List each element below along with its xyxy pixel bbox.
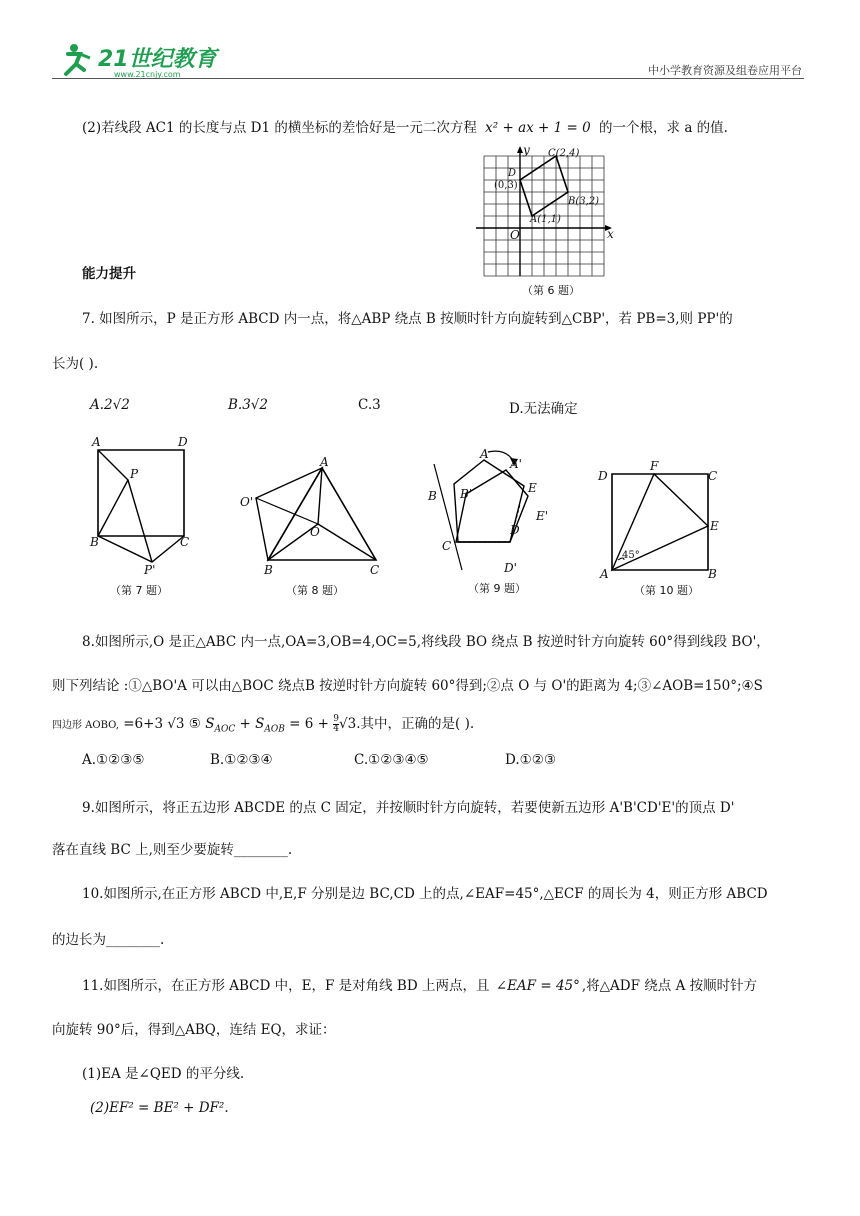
fig6-x-label: x (607, 227, 614, 241)
fig6-origin-label: O (510, 228, 520, 242)
svg-text:O': O' (240, 495, 254, 509)
svg-text:A: A (320, 455, 329, 469)
logo-url: www.21cnjy.com (114, 70, 181, 79)
svg-text:E: E (710, 519, 719, 533)
q11-line1: 11.如图所示，在正方形 ABCD 中，E，F 是对角线 BD 上两点，且 ∠EAF = 45° ,将△ADF 绕点 A 按顺时针方 (82, 978, 758, 994)
runner-logo-icon (62, 40, 232, 80)
q6-part2-suffix: 的一个根，求 a 的值. (599, 120, 728, 136)
figure-8 (236, 452, 386, 600)
q6-equation: x² + ax + 1 = 0 (485, 120, 591, 136)
fig9-caption: （第 9 题） (468, 582, 526, 595)
svg-text:C: C (708, 469, 718, 483)
fig6-b-label: B(3,2) (568, 196, 600, 207)
q8-line1: 8.如图所示,O 是正△ABC 内一点,OA=3,OB=4,OC=5,将线段 BO 绕点 B 按逆时针方向旋转 60°得到线段 BO'， (82, 634, 770, 650)
svg-text:A: A (480, 447, 489, 461)
svg-text:A': A' (510, 457, 522, 471)
figure-6 (476, 140, 616, 302)
svg-text:A: A (600, 567, 609, 581)
q8-line2: 则下列结论 :①△BO'A 可以由△BOC 绕点B 按逆时针方向旋转 60°得到;②点 O 与 O'的距离为 4;③∠AOB=150°;④S (52, 678, 763, 694)
fig7-caption: （第 7 题） (110, 584, 168, 597)
svg-text:B: B (90, 535, 99, 549)
svg-text:B: B (708, 567, 717, 581)
q7-option-d: D.无法确定 (509, 401, 578, 417)
fig10-caption: （第 10 题） (634, 584, 699, 597)
fig6-a-label: A(1,1) (530, 214, 561, 225)
fig8-caption: （第 8 题） (286, 584, 344, 597)
q8-option-c: C.①②③④⑤ (354, 752, 429, 768)
header-logo (62, 40, 232, 80)
svg-text:B: B (428, 489, 437, 503)
q8-option-d: D.①②③ (505, 752, 556, 768)
svg-text:D: D (178, 435, 188, 449)
q8-line3: 四边形 AOBO, =6+3 √3 ⑤ $S_{AOC} + S_{AOB} = 6$ + $\frac{9}{4}$ √3.其中，正确的是( ). (52, 714, 475, 735)
figure-9 (424, 446, 564, 600)
svg-text:F: F (650, 459, 659, 473)
q7-line1: 7. 如图所示，P 是正方形 ABCD 内一点，将△ABP 绕点 B 按顺时针方向旋转到△CBP'，若 PB=3,则 PP'的 (82, 311, 733, 327)
q7-option-c: C.3 (358, 397, 381, 413)
svg-text:O: O (310, 525, 320, 539)
q6-part2-prefix: (2)若线段 AC1 的长度与点 D1 的横坐标的差恰好是一元二次方程 (82, 120, 477, 136)
svg-text:P': P' (144, 563, 156, 577)
svg-text:P: P (130, 467, 139, 481)
svg-text:C: C (180, 535, 190, 549)
svg-text:B': B' (460, 487, 473, 501)
svg-text:E: E (528, 481, 537, 495)
q8-quad-subscript: 四边形 AOBO, (52, 720, 119, 731)
fig6-y-label: y (523, 143, 530, 157)
q7-option-b: B.3√2 (228, 397, 268, 413)
fig6-d-label: D (508, 168, 517, 179)
figure-10 (596, 456, 726, 600)
fig6-c-label: C(2,4) (548, 148, 580, 159)
header-rule (52, 78, 804, 79)
q6-part2-line (82, 116, 728, 136)
svg-text:D': D' (504, 561, 517, 575)
svg-text:B: B (264, 563, 273, 577)
q11-line2: 向旋转 90°后，得到△ABQ，连结 EQ，求证： (52, 1022, 336, 1038)
svg-text:D: D (510, 523, 520, 537)
svg-text:D: D (598, 469, 608, 483)
logo-text: 21世纪教育 (98, 47, 217, 72)
q10-line1: 10.如图所示,在正方形 ABCD 中,E,F 分别是边 BC,CD 上的点,∠EAF=45°,△ECF 的周长为 4，则正方形 ABCD (82, 886, 768, 902)
header-right-text: 中小学教育资源及组卷应用平台 (648, 64, 802, 77)
svg-text:A: A (92, 435, 101, 449)
q11-part1: (1)EA 是∠QED 的平分线. (82, 1066, 245, 1082)
q8-option-b: B.①②③④ (210, 752, 273, 768)
q8-option-a: A.①②③⑤ (82, 752, 145, 768)
q7-line2: 长为( ). (52, 356, 99, 372)
q10-line2: 的边长为________. (52, 932, 165, 948)
svg-text:E': E' (536, 509, 549, 523)
q9-line2: 落在直线 BC 上,则至少要旋转________. (52, 842, 293, 858)
svg-text:45°: 45° (622, 550, 640, 561)
q11-part2: (2)EF² = BE² + DF². (90, 1100, 229, 1116)
q9-line1: 9.如图所示，将正五边形 ABCDE 的点 C 固定，并按顺时针方向旋转，若要使新五边形 A'B'CD'E'的顶点 D' (82, 800, 735, 816)
fig6-caption: （第 6 题） (522, 284, 580, 297)
coordinate-grid-figure (476, 140, 616, 302)
section-title: 能力提升 (82, 266, 136, 282)
svg-text:C: C (442, 539, 452, 553)
svg-text:C: C (370, 563, 380, 577)
q7-option-a: A.2√2 (90, 397, 130, 413)
fig6-d-coord: (0,3) (494, 180, 518, 191)
figure-7 (88, 432, 198, 600)
